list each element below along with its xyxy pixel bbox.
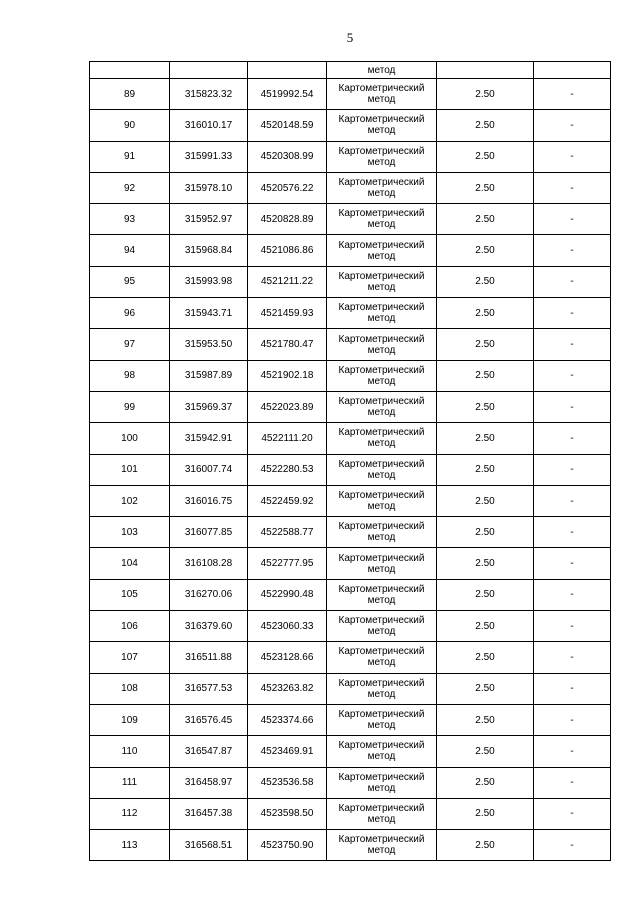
x-coordinate-cell: 315953.50 bbox=[170, 329, 248, 360]
method-cell bbox=[327, 579, 437, 610]
x-coordinate-cell: 316379.60 bbox=[170, 611, 248, 642]
method-line-1: Картометрический bbox=[338, 239, 425, 251]
x-coordinate-cell: 315823.32 bbox=[170, 79, 248, 110]
point-number-cell: 111 bbox=[90, 767, 170, 798]
x-coordinate-cell: 315993.98 bbox=[170, 266, 248, 297]
point-number-cell: 89 bbox=[90, 79, 170, 110]
method-cell bbox=[327, 360, 437, 391]
table-row bbox=[90, 266, 611, 297]
y-coordinate-cell: 4523598.50 bbox=[248, 798, 327, 829]
accuracy-cell: 2.50 bbox=[437, 517, 534, 548]
accuracy-cell: 2.50 bbox=[437, 141, 534, 172]
accuracy-cell: 2.50 bbox=[437, 642, 534, 673]
method-cell bbox=[327, 517, 437, 548]
method-line-2: метод bbox=[367, 532, 396, 544]
point-number-cell: 92 bbox=[90, 172, 170, 203]
method-line-1: Картометрический bbox=[338, 615, 425, 627]
point-number-cell: 113 bbox=[90, 830, 170, 861]
y-coordinate-cell: 4521459.93 bbox=[248, 298, 327, 329]
point-number-cell: 93 bbox=[90, 204, 170, 235]
description-cell: - bbox=[534, 830, 611, 861]
point-number-cell: 112 bbox=[90, 798, 170, 829]
method-line-1: Картометрический bbox=[338, 114, 425, 126]
method-line-1: Картометрический bbox=[338, 709, 425, 721]
y-coordinate-cell: 4522777.95 bbox=[248, 548, 327, 579]
table-row bbox=[90, 235, 611, 266]
method-line-1: Картометрический bbox=[338, 302, 425, 314]
method-cell bbox=[327, 830, 437, 861]
x-coordinate-cell: 316016.75 bbox=[170, 485, 248, 516]
x-coordinate-cell: 316108.28 bbox=[170, 548, 248, 579]
y-coordinate-cell: 4523374.66 bbox=[248, 704, 327, 735]
method-cell bbox=[327, 767, 437, 798]
point-number-cell: 99 bbox=[90, 391, 170, 422]
accuracy-cell: 2.50 bbox=[437, 266, 534, 297]
accuracy-cell: 2.50 bbox=[437, 454, 534, 485]
method-line-2: метод bbox=[367, 813, 396, 825]
point-number-cell: 96 bbox=[90, 298, 170, 329]
y-coordinate-cell: 4520576.22 bbox=[248, 172, 327, 203]
point-number-cell: 105 bbox=[90, 579, 170, 610]
description-cell: - bbox=[534, 611, 611, 642]
method-line-2: метод bbox=[367, 344, 396, 356]
page-number: 5 bbox=[346, 30, 354, 45]
method-line-2: метод bbox=[367, 125, 396, 137]
method-line-2: метод bbox=[367, 407, 396, 419]
description-cell: - bbox=[534, 79, 611, 110]
method-cell bbox=[327, 172, 437, 203]
point-number-cell: 94 bbox=[90, 235, 170, 266]
method-line-2: метод bbox=[367, 94, 396, 106]
x-coordinate-cell: 316270.06 bbox=[170, 579, 248, 610]
accuracy-cell: 2.50 bbox=[437, 736, 534, 767]
method-cell bbox=[327, 79, 437, 110]
description-cell: - bbox=[534, 454, 611, 485]
point-number-cell: 108 bbox=[90, 673, 170, 704]
table-row bbox=[90, 830, 611, 861]
accuracy-cell: 2.50 bbox=[437, 830, 534, 861]
method-line-1: Картометрический bbox=[338, 521, 425, 533]
x-coordinate-cell: 315952.97 bbox=[170, 204, 248, 235]
accuracy-cell: 2.50 bbox=[437, 360, 534, 391]
method-line-1: Картометрический bbox=[338, 490, 425, 501]
method-line-1: Картометрический bbox=[338, 396, 425, 408]
y-coordinate-cell: 4523128.66 bbox=[248, 642, 327, 673]
table-cell bbox=[90, 62, 170, 79]
x-coordinate-cell: 315978.10 bbox=[170, 172, 248, 203]
table-row bbox=[90, 517, 611, 548]
description-cell: - bbox=[534, 517, 611, 548]
description-cell: - bbox=[534, 266, 611, 297]
y-coordinate-cell: 4519992.54 bbox=[248, 79, 327, 110]
description-cell: - bbox=[534, 172, 611, 203]
method-cell bbox=[327, 485, 437, 516]
accuracy-cell: 2.50 bbox=[437, 548, 534, 579]
y-coordinate-cell: 4521211.22 bbox=[248, 266, 327, 297]
x-coordinate-cell: 316010.17 bbox=[170, 110, 248, 141]
method-cell bbox=[327, 454, 437, 485]
method-cell bbox=[327, 736, 437, 767]
method-cell bbox=[327, 266, 437, 297]
y-coordinate-cell: 4522990.48 bbox=[248, 579, 327, 610]
x-coordinate-cell: 316511.88 bbox=[170, 642, 248, 673]
point-number-cell: 106 bbox=[90, 611, 170, 642]
y-coordinate-cell: 4522459.92 bbox=[248, 485, 327, 516]
y-coordinate-cell: 4520308.99 bbox=[248, 141, 327, 172]
table-cell bbox=[170, 62, 248, 79]
method-line-1: Картометрический bbox=[338, 771, 425, 783]
method-line-2: метод bbox=[367, 219, 396, 231]
method-cell bbox=[327, 548, 437, 579]
method-cell bbox=[327, 704, 437, 735]
table-row bbox=[90, 548, 611, 579]
method-line-1: Картометрический bbox=[338, 270, 425, 282]
table-cell: метод bbox=[327, 62, 437, 79]
coordinates-table bbox=[89, 61, 611, 861]
x-coordinate-cell: 316576.45 bbox=[170, 704, 248, 735]
method-line-1: Картометрический bbox=[338, 83, 425, 95]
description-cell: - bbox=[534, 736, 611, 767]
description-cell: - bbox=[534, 673, 611, 704]
method-cell bbox=[327, 642, 437, 673]
description-cell: - bbox=[534, 391, 611, 422]
x-coordinate-cell: 316077.85 bbox=[170, 517, 248, 548]
method-line-2: метод bbox=[367, 782, 396, 794]
method-line-1: Картометрический bbox=[338, 333, 425, 345]
description-cell: - bbox=[534, 235, 611, 266]
accuracy-cell: 2.50 bbox=[437, 485, 534, 516]
x-coordinate-cell: 316547.87 bbox=[170, 736, 248, 767]
x-coordinate-cell: 315943.71 bbox=[170, 298, 248, 329]
accuracy-cell: 2.50 bbox=[437, 391, 534, 422]
accuracy-cell: 2.50 bbox=[437, 423, 534, 454]
x-coordinate-cell: 316457.38 bbox=[170, 798, 248, 829]
method-line-2: метод bbox=[367, 188, 396, 200]
method-cell bbox=[327, 204, 437, 235]
table-row bbox=[90, 172, 611, 203]
method-cell bbox=[327, 798, 437, 829]
method-line-1: Картометрический bbox=[338, 458, 425, 470]
method-line-2: метод bbox=[367, 751, 396, 763]
method-line-2: метод bbox=[367, 594, 396, 606]
accuracy-cell: 2.50 bbox=[437, 329, 534, 360]
method-line-1: Картометрический bbox=[338, 427, 425, 439]
method-line-2: метод bbox=[367, 469, 396, 481]
accuracy-cell: 2.50 bbox=[437, 79, 534, 110]
table-cell bbox=[437, 62, 534, 79]
table-row bbox=[90, 204, 611, 235]
description-cell: - bbox=[534, 767, 611, 798]
table-row bbox=[90, 360, 611, 391]
accuracy-cell: 2.50 bbox=[437, 579, 534, 610]
x-coordinate-cell: 316007.74 bbox=[170, 454, 248, 485]
table-row bbox=[90, 141, 611, 172]
table-row bbox=[90, 767, 611, 798]
accuracy-cell: 2.50 bbox=[437, 611, 534, 642]
point-number-cell: 90 bbox=[90, 110, 170, 141]
accuracy-cell: 2.50 bbox=[437, 172, 534, 203]
y-coordinate-cell: 4522111.20 bbox=[248, 423, 327, 454]
table-row bbox=[90, 423, 611, 454]
table-row bbox=[90, 79, 611, 110]
method-cell bbox=[327, 673, 437, 704]
method-cell bbox=[327, 329, 437, 360]
accuracy-cell: 2.50 bbox=[437, 110, 534, 141]
method-line-1: Картометрический bbox=[338, 364, 425, 376]
accuracy-cell: 2.50 bbox=[437, 235, 534, 266]
table-row bbox=[90, 642, 611, 673]
description-cell: - bbox=[534, 110, 611, 141]
description-cell: - bbox=[534, 548, 611, 579]
point-number-cell: 110 bbox=[90, 736, 170, 767]
method-line-1: Картометрический bbox=[338, 552, 425, 564]
method-line-2: метод bbox=[367, 720, 396, 732]
method-line-2: метод bbox=[367, 563, 396, 575]
method-cell bbox=[327, 141, 437, 172]
description-cell: - bbox=[534, 423, 611, 454]
x-coordinate-cell: 315968.84 bbox=[170, 235, 248, 266]
accuracy-cell: 2.50 bbox=[437, 767, 534, 798]
y-coordinate-cell: 4523060.33 bbox=[248, 611, 327, 642]
y-coordinate-cell: 4522588.77 bbox=[248, 517, 327, 548]
accuracy-cell: 2.50 bbox=[437, 704, 534, 735]
y-coordinate-cell: 4520148.59 bbox=[248, 110, 327, 141]
description-cell: - bbox=[534, 579, 611, 610]
point-number-cell: 104 bbox=[90, 548, 170, 579]
table-row bbox=[90, 611, 611, 642]
method-line-1: Картометрический bbox=[338, 802, 425, 814]
method-line-2: метод bbox=[367, 688, 396, 700]
table-cell bbox=[248, 62, 327, 79]
y-coordinate-cell: 4522023.89 bbox=[248, 391, 327, 422]
point-number-cell: 109 bbox=[90, 704, 170, 735]
method-line-2: метод bbox=[367, 156, 396, 168]
table-row bbox=[90, 298, 611, 329]
point-number-cell: 100 bbox=[90, 423, 170, 454]
method-line-1: Картометрический bbox=[338, 646, 425, 658]
method-line-1: Картометрический bbox=[338, 834, 425, 846]
method-line-1: Картометрический bbox=[338, 177, 425, 189]
description-cell: - bbox=[534, 704, 611, 735]
table-row bbox=[90, 736, 611, 767]
table-row bbox=[90, 391, 611, 422]
description-cell: - bbox=[534, 298, 611, 329]
x-coordinate-cell: 315991.33 bbox=[170, 141, 248, 172]
y-coordinate-cell: 4523469.91 bbox=[248, 736, 327, 767]
description-cell: - bbox=[534, 798, 611, 829]
method-cell bbox=[327, 423, 437, 454]
description-cell: - bbox=[534, 485, 611, 516]
method-cell bbox=[327, 235, 437, 266]
y-coordinate-cell: 4521086.86 bbox=[248, 235, 327, 266]
point-number-cell: 101 bbox=[90, 454, 170, 485]
method-cell bbox=[327, 611, 437, 642]
accuracy-cell: 2.50 bbox=[437, 798, 534, 829]
accuracy-cell: 2.50 bbox=[437, 204, 534, 235]
table-row bbox=[90, 798, 611, 829]
table-row bbox=[90, 329, 611, 360]
x-coordinate-cell: 315987.89 bbox=[170, 360, 248, 391]
method-line-2: метод bbox=[367, 250, 396, 262]
y-coordinate-cell: 4522280.53 bbox=[248, 454, 327, 485]
method-line-1: Картометрический bbox=[338, 208, 425, 220]
y-coordinate-cell: 4523536.58 bbox=[248, 767, 327, 798]
description-cell: - bbox=[534, 642, 611, 673]
table-row bbox=[90, 110, 611, 141]
method-cell bbox=[327, 298, 437, 329]
method-line-2: метод bbox=[367, 845, 396, 857]
accuracy-cell: 2.50 bbox=[437, 673, 534, 704]
table-row bbox=[90, 454, 611, 485]
x-coordinate-cell: 315969.37 bbox=[170, 391, 248, 422]
point-number-cell: 107 bbox=[90, 642, 170, 673]
point-number-cell: 95 bbox=[90, 266, 170, 297]
method-line-1: Картометрический bbox=[338, 583, 425, 595]
point-number-cell: 102 bbox=[90, 485, 170, 516]
method-cell bbox=[327, 110, 437, 141]
table-row bbox=[90, 485, 611, 516]
method-line-2: метод bbox=[367, 313, 396, 325]
description-cell: - bbox=[534, 204, 611, 235]
method-line-2: метод bbox=[367, 375, 396, 387]
y-coordinate-cell: 4520828.89 bbox=[248, 204, 327, 235]
accuracy-cell: 2.50 bbox=[437, 298, 534, 329]
x-coordinate-cell: 315942.91 bbox=[170, 423, 248, 454]
point-number-cell: 97 bbox=[90, 329, 170, 360]
y-coordinate-cell: 4521780.47 bbox=[248, 329, 327, 360]
continuation-row bbox=[90, 62, 611, 79]
point-number-cell: 103 bbox=[90, 517, 170, 548]
description-cell: - bbox=[534, 329, 611, 360]
table-row bbox=[90, 704, 611, 735]
x-coordinate-cell: 316458.97 bbox=[170, 767, 248, 798]
x-coordinate-cell: 316568.51 bbox=[170, 830, 248, 861]
description-cell: - bbox=[534, 360, 611, 391]
method-line-2: метод bbox=[367, 281, 396, 293]
table-row bbox=[90, 579, 611, 610]
table-cell bbox=[534, 62, 611, 79]
table-row bbox=[90, 673, 611, 704]
method-line-2: метод bbox=[367, 626, 396, 638]
method-line-2: метод bbox=[367, 657, 396, 669]
y-coordinate-cell: 4523263.82 bbox=[248, 673, 327, 704]
y-coordinate-cell: 4521902.18 bbox=[248, 360, 327, 391]
method-cell bbox=[327, 391, 437, 422]
description-cell: - bbox=[534, 141, 611, 172]
method-line-2: метод bbox=[367, 438, 396, 450]
method-line-1: Картометрический bbox=[338, 740, 425, 752]
method-line-1: Картометрический bbox=[338, 677, 425, 689]
method-line-2: метод bbox=[367, 501, 396, 512]
method-line-1: Картометрический bbox=[338, 145, 425, 157]
x-coordinate-cell: 316577.53 bbox=[170, 673, 248, 704]
point-number-cell: 98 bbox=[90, 360, 170, 391]
y-coordinate-cell: 4523750.90 bbox=[248, 830, 327, 861]
point-number-cell: 91 bbox=[90, 141, 170, 172]
